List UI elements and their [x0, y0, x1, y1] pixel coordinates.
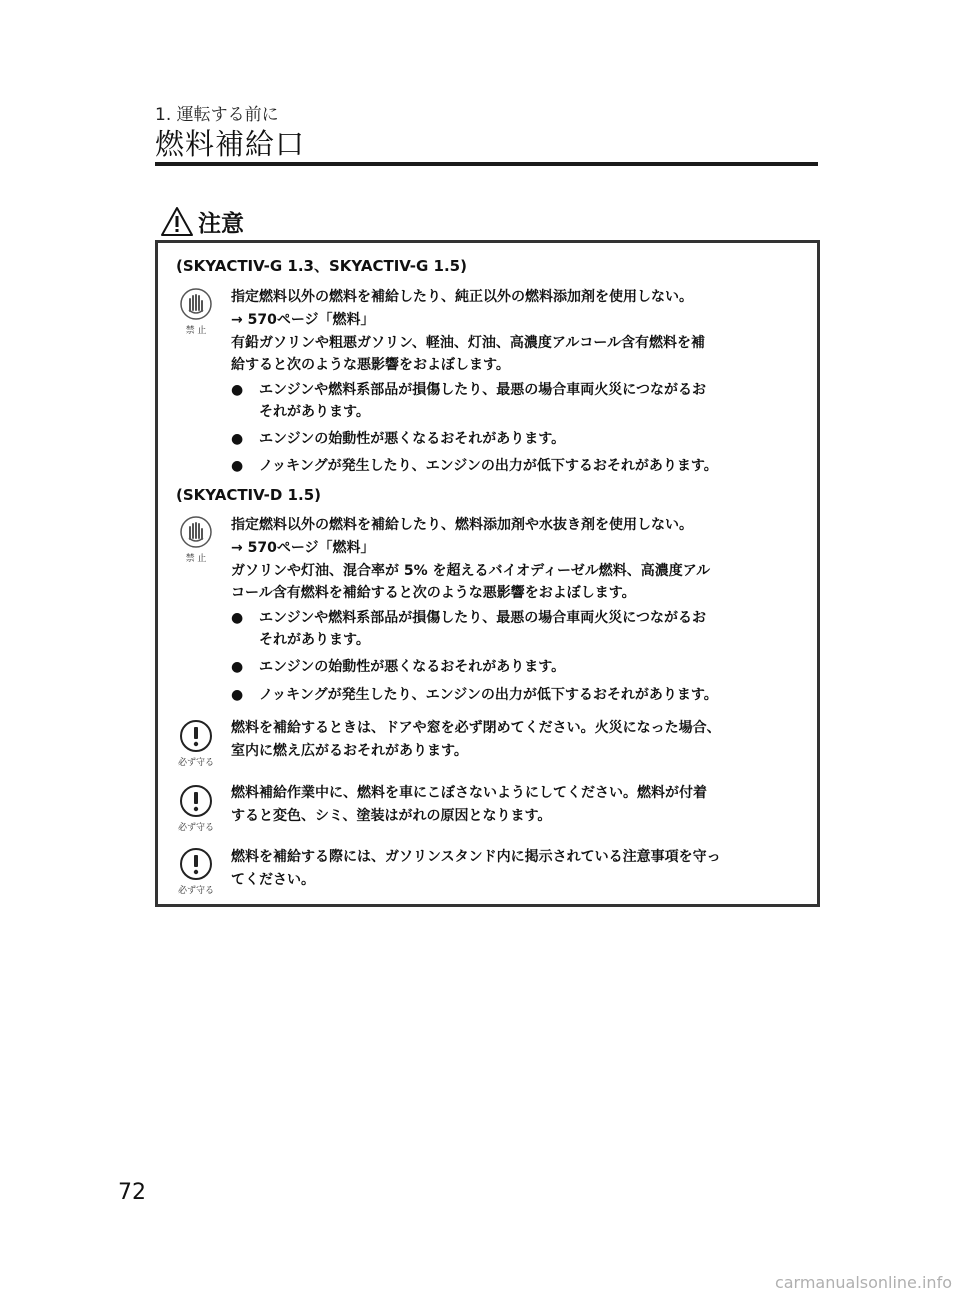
gasoline-line1: 指定燃料以外の燃料を補給したり、純正以外の燃料添加剤を使用しない。: [231, 289, 693, 305]
diesel-body2: コール含有燃料を補給すると次のような悪影響をおよぼします。: [231, 585, 636, 601]
section-label: 1. 運転する前に: [155, 105, 279, 125]
must-icon-2: [174, 784, 218, 833]
bullet-text: それがあります。: [259, 404, 370, 420]
gasoline-ref: → 570ページ「燃料」: [231, 312, 375, 328]
bullet-dot: ●: [231, 458, 244, 474]
prohibited-hand-icon: [179, 287, 213, 321]
bullet-dot: ●: [231, 659, 244, 675]
must-text-3a: 燃料を補給する際には、ガソリンスタンド内に掲示されている注意事項を守っ: [231, 849, 721, 865]
diesel-heading: (SKYACTIV-D 1.5): [176, 486, 321, 504]
bullet-dot: ●: [231, 431, 244, 447]
bullet-dot: ●: [231, 687, 244, 703]
bullet-text: ノッキングが発生したり、エンジンの出力が低下するおそれがあります。: [259, 458, 718, 474]
title-rule: [155, 162, 818, 166]
must-text-3b: てください。: [231, 872, 315, 888]
bullet-text: エンジンの始動性が悪くなるおそれがあります。: [259, 431, 566, 447]
prohibit-caption: 禁 止: [185, 554, 207, 564]
gasoline-bullet2: [231, 428, 805, 450]
bullet-text: エンジンや燃料系部品が損傷したり、最悪の場合車両火災につながるお: [259, 382, 707, 398]
bullet-dot: ●: [231, 382, 244, 398]
gasoline-heading: (SKYACTIV-G 1.3、SKYACTIV-G 1.5): [176, 257, 467, 275]
watermark: carmanualsonline.info: [774, 1273, 952, 1292]
page-number: 72: [118, 1180, 146, 1205]
gasoline-bullet3: [231, 455, 805, 477]
diesel-bullet1: [231, 607, 805, 651]
must-text-1a: 燃料を補給するときは、ドアや窓を必ず閉めてください。火災になった場合、: [231, 720, 721, 736]
page-title: 燃料補給口: [155, 127, 306, 161]
must-caption: 必ず守る: [177, 823, 214, 833]
diesel-body1: ガソリンや灯油、混合率が 5% を超えるバイオディーゼル燃料、高濃度アル: [231, 563, 711, 579]
bullet-text: ノッキングが発生したり、エンジンの出力が低下するおそれがあります。: [259, 687, 718, 703]
gasoline-body1: 有鉛ガソリンや粗悪ガソリン、軽油、灯油、高濃度アルコール含有燃料を補: [231, 335, 706, 351]
must-text-2b: すると変色、シミ、塗装はがれの原因となります。: [231, 808, 552, 824]
diesel-bullet3: [231, 684, 805, 706]
gasoline-body2: 給すると次のような悪影響をおよぼします。: [231, 357, 510, 373]
caution-box: [155, 240, 820, 907]
exclamation-circle-icon: [179, 719, 213, 753]
gasoline-bullet1: [231, 379, 805, 423]
must-caption: 必ず守る: [177, 758, 214, 768]
prohibit-caption: 禁 止: [185, 326, 207, 336]
diesel-line1: 指定燃料以外の燃料を補給したり、燃料添加剤や水抜き剤を使用しない。: [231, 517, 693, 533]
exclamation-circle-icon: [179, 847, 213, 881]
diesel-bullet2: [231, 656, 805, 678]
caution-heading: [160, 205, 244, 238]
prohibited-hand-icon: [179, 515, 213, 549]
prohibit-icon-diesel: [174, 515, 218, 564]
must-caption: 必ず守る: [177, 886, 214, 896]
prohibit-icon-gasoline: [174, 287, 218, 336]
caution-title: 注意: [198, 211, 244, 237]
bullet-text: それがあります。: [259, 632, 370, 648]
must-icon-1: [174, 719, 218, 768]
exclamation-circle-icon: [179, 784, 213, 818]
bullet-text: エンジンの始動性が悪くなるおそれがあります。: [259, 659, 566, 675]
must-text-1b: 室内に燃え広がるおそれがあります。: [231, 743, 468, 759]
warning-triangle-icon: [160, 206, 194, 238]
bullet-text: エンジンや燃料系部品が損傷したり、最悪の場合車両火災につながるお: [259, 610, 707, 626]
bullet-dot: ●: [231, 610, 244, 626]
must-icon-3: [174, 847, 218, 896]
diesel-ref: → 570ページ「燃料」: [231, 540, 375, 556]
must-text-2a: 燃料補給作業中に、燃料を車にこぼさないようにしてください。燃料が付着: [231, 785, 707, 801]
